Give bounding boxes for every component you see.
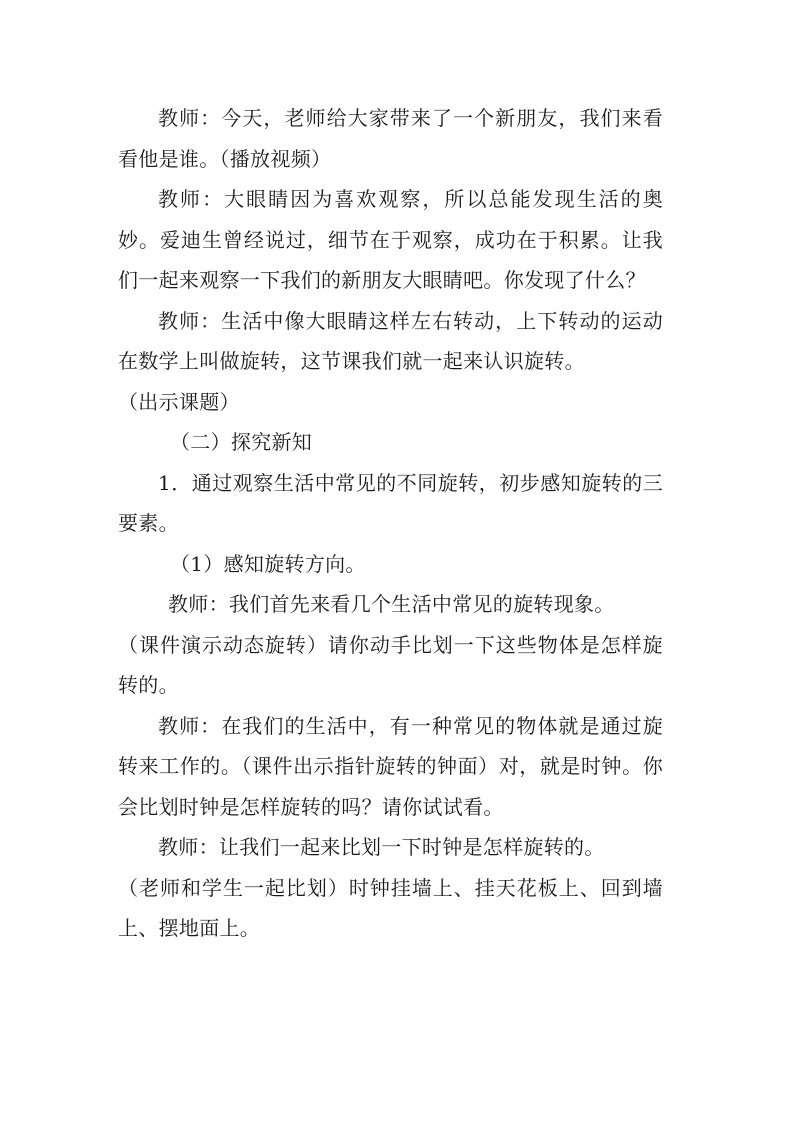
paragraph-three-elements: 1．通过观察生活中常见的不同旋转，初步感知旋转的三要素。 — [118, 470, 663, 535]
subsection-heading-direction: （1）感知旋转方向。 — [170, 551, 366, 576]
paragraph-intro: 教师：今天，老师给大家带来了一个新朋友，我们来看看他是谁。（播放视频） — [118, 106, 663, 171]
paragraph-show-topic: （出示课题） — [118, 389, 240, 414]
paragraph-courseware-demo: （课件演示动态旋转）请你动手比划一下这些物体是怎样旋转的。 — [118, 632, 663, 697]
paragraph-common-rotations: 教师：我们首先来看几个生活中常见的旋转现象。 — [168, 592, 615, 616]
paragraph-observation: 教师：大眼睛因为喜欢观察，所以总能发现生活的奥妙。爱迪生曾经说过，细节在于观察，成功在于积累。让我们一起来观察一下我们的新朋友大眼睛吧。你发现了什么？ — [118, 187, 663, 292]
document-body — [118, 98, 663, 949]
section-heading-explore: （二）探究新知 — [170, 430, 313, 454]
paragraph-rotation-definition: 教师：生活中像大眼睛这样左右转动，上下转动的运动在数学上叫做旋转，这节课我们就一起来认识旋转。 — [118, 308, 663, 373]
paragraph-gesture-clock: 教师：让我们一起来比划一下时钟是怎样旋转的。 — [158, 835, 605, 859]
paragraph-clock-intro: 教师：在我们的生活中，有一种常见的物体就是通过旋转来工作的。（课件出示指针旋转的钟面）对，就是时钟。你会比划时钟是怎样旋转的吗？请你试试看。 — [118, 713, 663, 819]
paragraph-clock-positions: （老师和学生一起比划）时钟挂墙上、挂天花板上、回到墙上、摆地面上。 — [118, 875, 663, 940]
